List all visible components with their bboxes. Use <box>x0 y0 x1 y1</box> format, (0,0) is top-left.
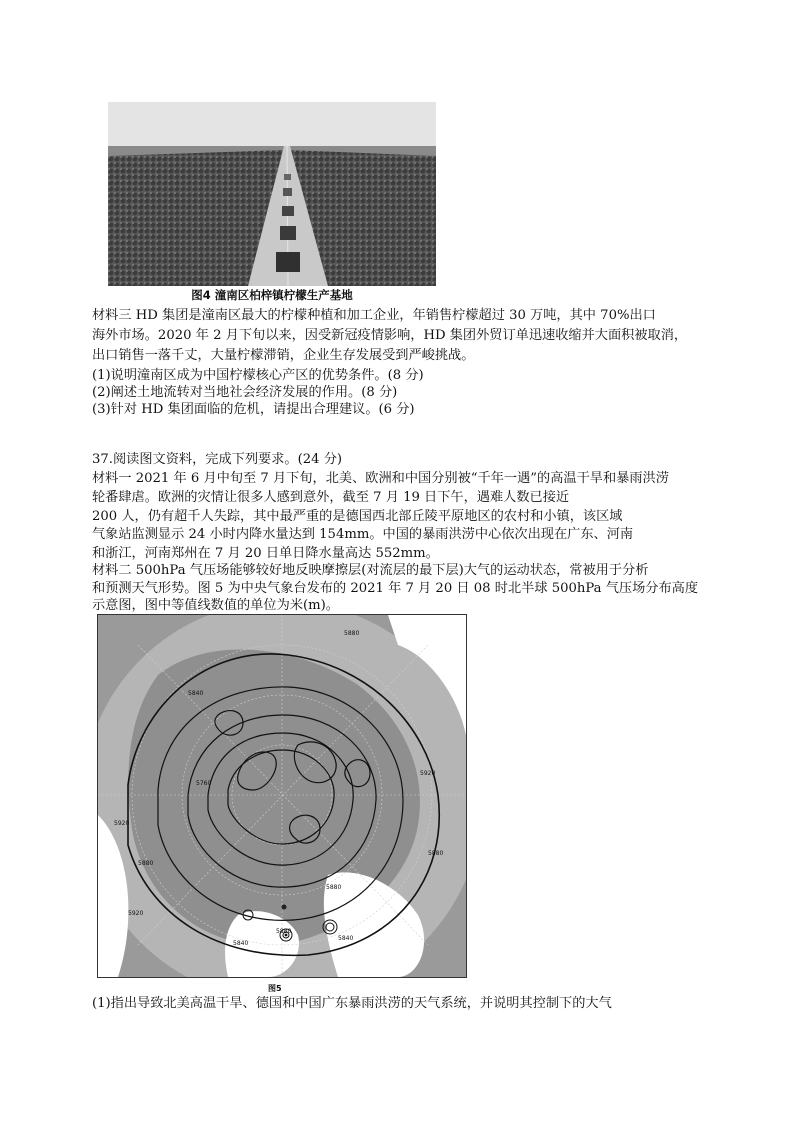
material2-line-2: 和预测天气形势。图 5 为中央气象台发布的 2021 年 7 月 20 日 08 时北半球 500hPa 气压场分布高度 <box>92 581 699 596</box>
material1-line-4: 气象站监测显示 24 小时内降水量达到 154mm。中国的暴雨洪涝中心依次出现在广东、河南 <box>92 527 634 542</box>
material2-line-3: 示意图，图中等值线数值的单位为米(m)。 <box>92 598 339 613</box>
contour-label: 5920 <box>128 910 144 917</box>
contour-label: 5840 <box>338 935 354 942</box>
contour-label: 5920 <box>114 820 130 827</box>
hemisphere-contour-map <box>98 615 466 977</box>
figure5-caption: 图5 <box>268 984 282 993</box>
material3-line-3: 出口销售一落千丈，大量柠檬滞销，企业生存发展受到严峻挑战。 <box>92 348 475 363</box>
material3-line-2: 海外市场。2020 年 2 月下旬以来，因受新冠疫情影响，HD 集团外贸订单迅速收缩并大面积被取消， <box>92 328 688 343</box>
pressure-field-map <box>97 614 467 978</box>
contour-label: 5880 <box>344 630 360 637</box>
material1-line-3: 200 人，仍有超千人失踪，其中最严重的是德国西北部丘陵平原地区的农村和小镇，该区域 <box>92 509 623 524</box>
lemon-plantation-photo <box>108 102 436 286</box>
question36-2: (2)阐述土地流转对当地社会经济发展的作用。(8 分) <box>92 385 398 400</box>
plantation-illustration <box>108 102 436 286</box>
question36-1: (1)说明潼南区成为中国柠檬核心产区的优势条件。(8 分) <box>92 368 424 383</box>
material1-line-5: 和浙江，河南郑州在 7 月 20 日单日降水量高达 552mm。 <box>92 546 439 561</box>
material1-line-2: 轮番肆虐。欧洲的灾情让很多人感到意外，截至 7 月 19 日下午，遇难人数已接近 <box>92 490 570 505</box>
contour-label: 5880 <box>138 860 154 867</box>
question36-3: (3)针对 HD 集团面临的危机，请提出合理建议。(6 分) <box>92 402 415 417</box>
contour-label: 5760 <box>196 780 212 787</box>
contour-label: 5880 <box>428 850 444 857</box>
contour-label: 5840 <box>233 940 249 947</box>
contour-label: 5920 <box>420 770 436 777</box>
figure4-caption: 图4 潼南区柏梓镇柠檬生产基地 <box>191 288 353 302</box>
question37-title: 37.阅读图文资料，完成下列要求。(24 分) <box>92 452 343 467</box>
material3-line-1: 材料三 HD 集团是潼南区最大的柠檬种植和加工企业，年销售柠檬超过 30 万吨，其中 70%出口 <box>92 308 656 323</box>
material2-line-1: 材料二 500hPa 气压场能够较好地反映摩擦层(对流层的最下层)大气的运动状态，常被用于分析 <box>92 563 649 578</box>
material1-line-1: 材料一 2021 年 6 月中旬至 7 月下旬，北美、欧洲和中国分别被“千年一遇”的高温干旱和暴雨洪涝 <box>92 471 669 486</box>
contour-label: 5840 <box>188 690 204 697</box>
contour-label: 5880 <box>326 884 342 891</box>
contour-label: 5880 <box>276 928 292 935</box>
question37-1: (1)指出导致北美高温干旱、德国和中国广东暴雨洪涝的天气系统，并说明其控制下的大气 <box>92 996 612 1011</box>
